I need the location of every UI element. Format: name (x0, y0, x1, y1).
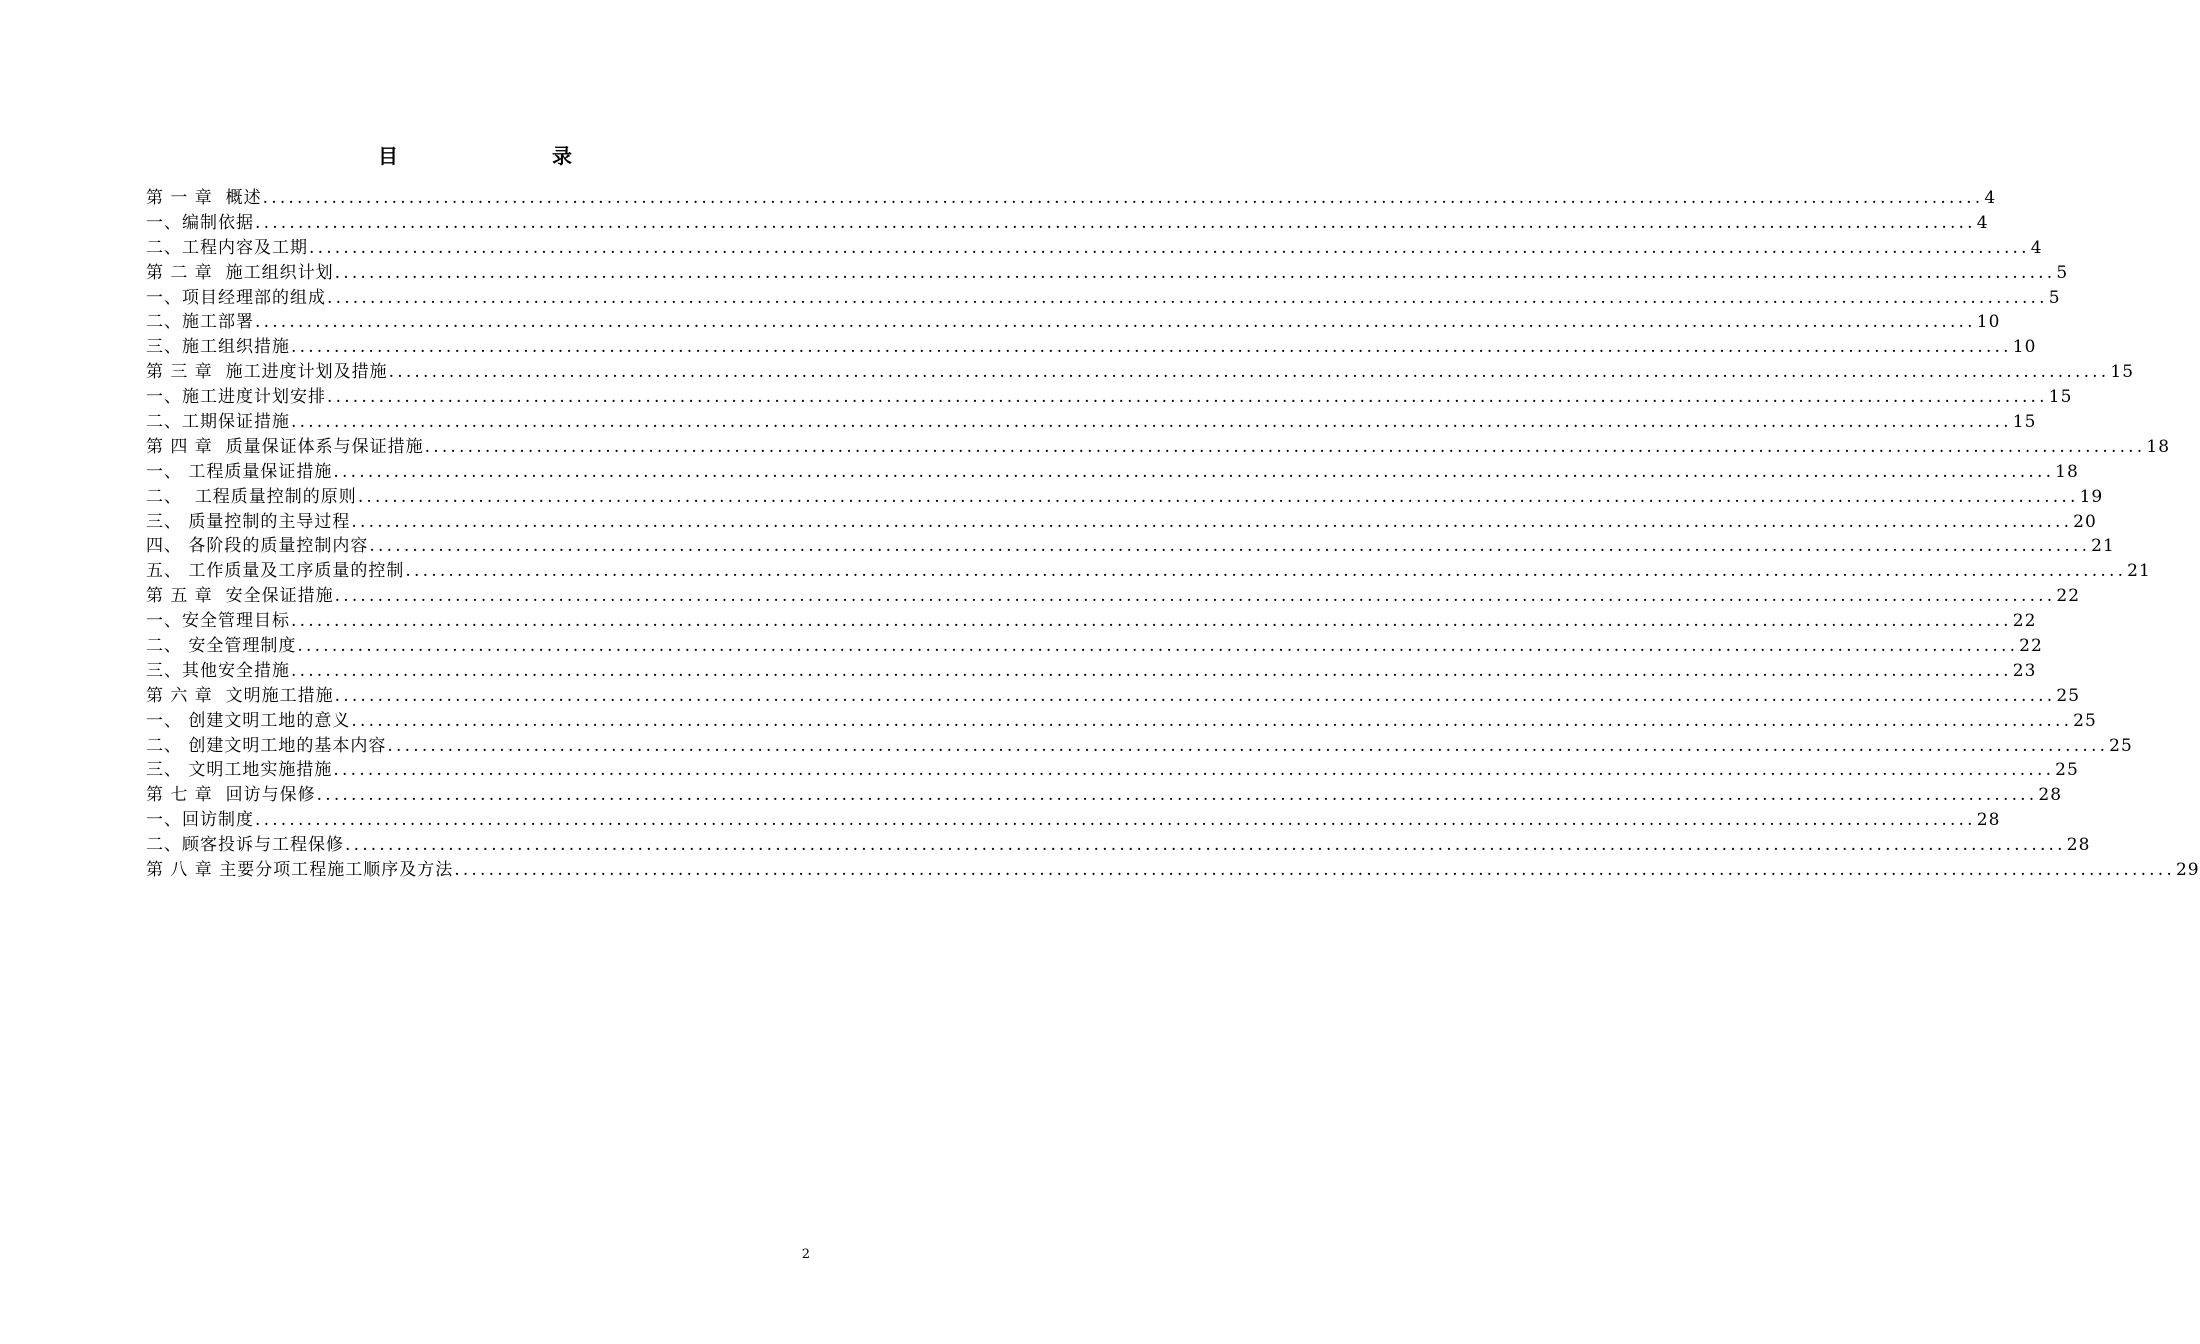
toc-dot-leader: ........................................................................................................................................................................................................ (333, 461, 2055, 482)
toc-entry-title: 一、安全管理目标 (146, 611, 290, 632)
toc-entry[interactable] (146, 211, 1989, 236)
toc-entry-page: 25 (2109, 735, 2133, 756)
toc-entry-title: 一、施工进度计划安排 (146, 387, 326, 408)
toc-entry-title: 第 一 章 概述 (146, 188, 262, 208)
toc-entry-page: 25 (2055, 760, 2079, 781)
toc-entry[interactable] (146, 460, 2079, 485)
toc-entry[interactable] (146, 534, 2115, 559)
toc-dot-leader: ........................................................................................................................................................................................................ (387, 735, 2109, 756)
toc-entry-page: 22 (2056, 586, 2081, 607)
toc-entry[interactable] (146, 584, 2081, 609)
toc-entry-page: 5 (2056, 262, 2069, 283)
toc-entry[interactable] (146, 808, 2001, 833)
toc-entry[interactable] (146, 310, 2001, 335)
toc-entry[interactable] (146, 360, 2135, 385)
toc-dot-leader: ........................................................................................................................................................................................................ (454, 860, 2175, 881)
toc-entry-title: 三、其他安全措施 (146, 660, 290, 681)
toc-dot-leader: ........................................................................................................................................................................................................ (291, 412, 2012, 433)
toc-entry[interactable] (146, 559, 2151, 584)
toc-entry-title: 二、顾客投诉与工程保修 (146, 835, 344, 856)
toc-entry-page: 15 (2110, 362, 2135, 383)
toc-dot-leader: ........................................................................................................................................................................................................ (405, 561, 2127, 582)
toc-entry[interactable] (146, 734, 2133, 759)
toc-entry-page: 22 (2012, 611, 2037, 632)
toc-entry-page: 18 (2055, 461, 2079, 482)
toc-entry[interactable] (146, 385, 2073, 410)
toc-dot-leader: ........................................................................................................................................................................................................ (334, 262, 2056, 283)
toc-entry-title: 二、工程内容及工期 (146, 237, 308, 258)
toc-entry-title: 第 四 章 质量保证体系与保证措施 (146, 436, 424, 457)
toc-entry[interactable] (146, 186, 1997, 211)
toc-entry-page: 4 (1984, 188, 1997, 208)
toc-entry[interactable] (146, 634, 2043, 659)
toc-entry-page: 25 (2056, 685, 2081, 706)
page-number: 2 (801, 1247, 810, 1262)
toc-entry[interactable] (146, 783, 2063, 808)
toc-entry[interactable] (146, 709, 2097, 734)
toc-entry-title: 五、 工作质量及工序质量的控制 (146, 561, 405, 582)
toc-entry-page: 20 (2073, 511, 2097, 532)
toc-entry[interactable] (146, 833, 2091, 858)
toc-entry-title: 第 七 章 回访与保修 (146, 785, 316, 806)
toc-entry[interactable] (146, 758, 2079, 783)
toc-entry-title: 三、施工组织措施 (146, 337, 290, 358)
toc-entry-title: 四、 各阶段的质量控制内容 (146, 536, 369, 557)
toc-entry-page: 10 (1976, 312, 2001, 333)
toc-entry-title: 三、 文明工地实施措施 (146, 760, 333, 781)
toc-entry[interactable] (146, 435, 2171, 460)
toc-entry-page: 29 (2175, 860, 2200, 881)
toc-entry-title: 一、编制依据 (146, 212, 254, 233)
toc-dot-leader: ........................................................................................................................................................................................................ (255, 212, 1976, 233)
toc-entry-page: 28 (2066, 835, 2091, 856)
toc-entry[interactable] (146, 335, 2037, 360)
toc-entry-title: 一、 工程质量保证措施 (146, 461, 333, 482)
toc-entry-page: 18 (2146, 436, 2171, 457)
toc-dot-leader: ........................................................................................................................................................................................................ (333, 760, 2055, 781)
toc-dot-leader: ........................................................................................................................................................................................................ (388, 362, 2110, 383)
toc-dot-leader: ........................................................................................................................................................................................................ (316, 785, 2038, 806)
toc-entry-page: 23 (2012, 660, 2037, 681)
toc-entry-page: 28 (1976, 810, 2001, 831)
toc-entry[interactable] (146, 261, 2069, 286)
toc-dot-leader: ........................................................................................................................................................................................................ (291, 611, 2012, 632)
toc-entry[interactable] (146, 236, 2043, 261)
toc-dot-leader: ........................................................................................................................................................................................................ (291, 337, 2012, 358)
toc-entry-title: 第 五 章 安全保证措施 (146, 586, 334, 607)
toc-dot-leader: ........................................................................................................................................................................................................ (291, 660, 2012, 681)
toc-entry-page: 21 (2127, 561, 2151, 582)
toc-entry-title: 一、 创建文明工地的意义 (146, 710, 351, 731)
toc-entry-page: 10 (2012, 337, 2037, 358)
toc-dot-leader: ........................................................................................................................................................................................................ (351, 511, 2073, 532)
toc-entry-page: 28 (2038, 785, 2063, 806)
toc-entry-page: 4 (1976, 212, 1989, 233)
toc-entry[interactable] (146, 684, 2081, 709)
toc-entry[interactable] (146, 659, 2037, 684)
toc-entry-page: 19 (2079, 486, 2104, 507)
toc-dot-leader: ........................................................................................................................................................................................................ (262, 188, 1984, 208)
toc-dot-leader: ........................................................................................................................................................................................................ (334, 586, 2056, 607)
toc-entry[interactable] (146, 410, 2037, 435)
toc-entry[interactable] (146, 485, 2104, 510)
toc-entry-title: 二、 安全管理制度 (146, 636, 297, 657)
toc-entry-title: 二、施工部署 (146, 312, 254, 333)
toc-dot-leader: ........................................................................................................................................................................................................ (334, 685, 2056, 706)
toc-entry-title: 第 八 章 主要分项工程施工顺序及方法 (146, 860, 454, 881)
toc-entry-title: 三、 质量控制的主导过程 (146, 511, 351, 532)
toc-entry[interactable] (146, 510, 2097, 535)
toc-entry-page: 4 (2030, 237, 2043, 258)
toc-entry-page: 21 (2091, 536, 2115, 557)
toc-entry-title: 第 六 章 文明施工措施 (146, 685, 334, 706)
toc-dot-leader: ........................................................................................................................................................................................................ (297, 636, 2019, 657)
toc-entry-page: 25 (2073, 710, 2097, 731)
toc-dot-leader: ........................................................................................................................................................................................................ (255, 312, 1976, 333)
toc-dot-leader: ........................................................................................................................................................................................................ (327, 387, 2048, 408)
toc-entry-title: 二、工期保证措施 (146, 412, 290, 433)
toc-dot-leader: ........................................................................................................................................................................................................ (351, 710, 2073, 731)
toc-entry[interactable] (146, 858, 2200, 883)
toc-entry-page: 22 (2019, 636, 2043, 657)
toc-dot-leader: ........................................................................................................................................................................................................ (357, 486, 2079, 507)
toc-entry-title: 第 二 章 施工组织计划 (146, 262, 334, 283)
toc-entry-title: 第 三 章 施工进度计划及措施 (146, 362, 388, 383)
toc-entry[interactable] (146, 609, 2037, 634)
toc-entry-page: 5 (2048, 287, 2061, 308)
toc-dot-leader: ........................................................................................................................................................................................................ (345, 835, 2066, 856)
toc-dot-leader: ........................................................................................................................................................................................................ (309, 237, 2030, 258)
toc-entry-title: 二、 创建文明工地的基本内容 (146, 735, 387, 756)
toc-entry-page: 15 (2012, 412, 2037, 433)
table-of-contents (146, 186, 2200, 883)
toc-title: 目 录 (378, 144, 610, 168)
toc-entry[interactable] (146, 286, 2061, 311)
toc-entry-title: 二、 工程质量控制的原则 (146, 486, 357, 507)
toc-dot-leader: ........................................................................................................................................................................................................ (369, 536, 2091, 557)
toc-dot-leader: ........................................................................................................................................................................................................ (424, 436, 2146, 457)
toc-entry-title: 一、项目经理部的组成 (146, 287, 326, 308)
toc-dot-leader: ........................................................................................................................................................................................................ (327, 287, 2048, 308)
toc-entry-title: 一、回访制度 (146, 810, 254, 831)
toc-entry-page: 15 (2048, 387, 2073, 408)
toc-dot-leader: ........................................................................................................................................................................................................ (255, 810, 1976, 831)
